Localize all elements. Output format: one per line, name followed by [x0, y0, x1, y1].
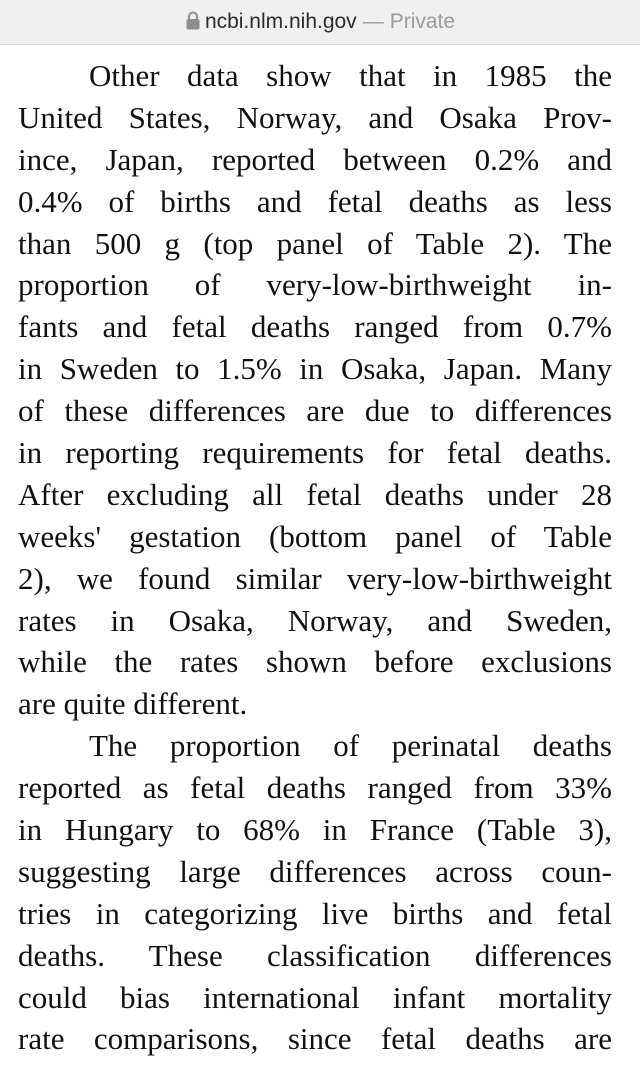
text-line: weeks' gestation (bottom panel of Table — [18, 518, 612, 554]
browsing-mode-label: Private — [389, 10, 456, 33]
url-separator: — — [362, 10, 384, 33]
text-line: in Sweden to 1.5% in Osaka, Japan. Many — [18, 351, 612, 387]
text-line: tries in categorizing live births and fetal — [18, 895, 612, 931]
text-line: proportion of very-low-birthweight in- — [18, 267, 612, 303]
text-line: of these differences are due to differences — [18, 393, 612, 429]
address-bar[interactable] — [0, 0, 640, 45]
text-line: are quite different. — [18, 686, 248, 722]
text-line: 0.4% of births and fetal deaths as less — [18, 183, 612, 219]
text-line: than 500 g (top panel of Table 2). The — [18, 225, 612, 261]
text-line: rate comparisons, since fetal deaths are — [18, 1021, 612, 1057]
text-line: 2), we found similar very-low-birthweight — [18, 560, 612, 596]
text-line: could bias international infant mortality — [18, 979, 612, 1015]
text-line: reported as fetal deaths ranged from 33% — [18, 770, 612, 806]
article-body — [18, 55, 612, 1060]
text-line: rates in Osaka, Norway, and Sweden, — [18, 602, 612, 638]
text-line: United States, Norway, and Osaka Prov- — [18, 99, 612, 135]
text-line: After excluding all fetal deaths under 28 — [18, 476, 612, 512]
text-line: Other data show that in 1985 the — [89, 58, 612, 93]
article-page — [0, 45, 640, 1071]
text-line: suggesting large differences across coun- — [18, 853, 612, 889]
url-domain: ncbi.nlm.nih.gov — [204, 10, 357, 33]
text-line: deaths. These classification differences — [18, 937, 612, 973]
text-line: ince, Japan, reported between 0.2% and — [18, 141, 612, 177]
text-line: The proportion of perinatal deaths — [89, 728, 612, 764]
text-line: in reporting requirements for fetal deaths. — [18, 435, 612, 471]
text-line: while the rates shown before exclusions — [18, 644, 612, 680]
lock-icon — [185, 11, 201, 31]
text-line: fants and fetal deaths ranged from 0.7% — [18, 309, 612, 345]
text-line: in Hungary to 68% in France (Table 3), — [18, 812, 612, 848]
